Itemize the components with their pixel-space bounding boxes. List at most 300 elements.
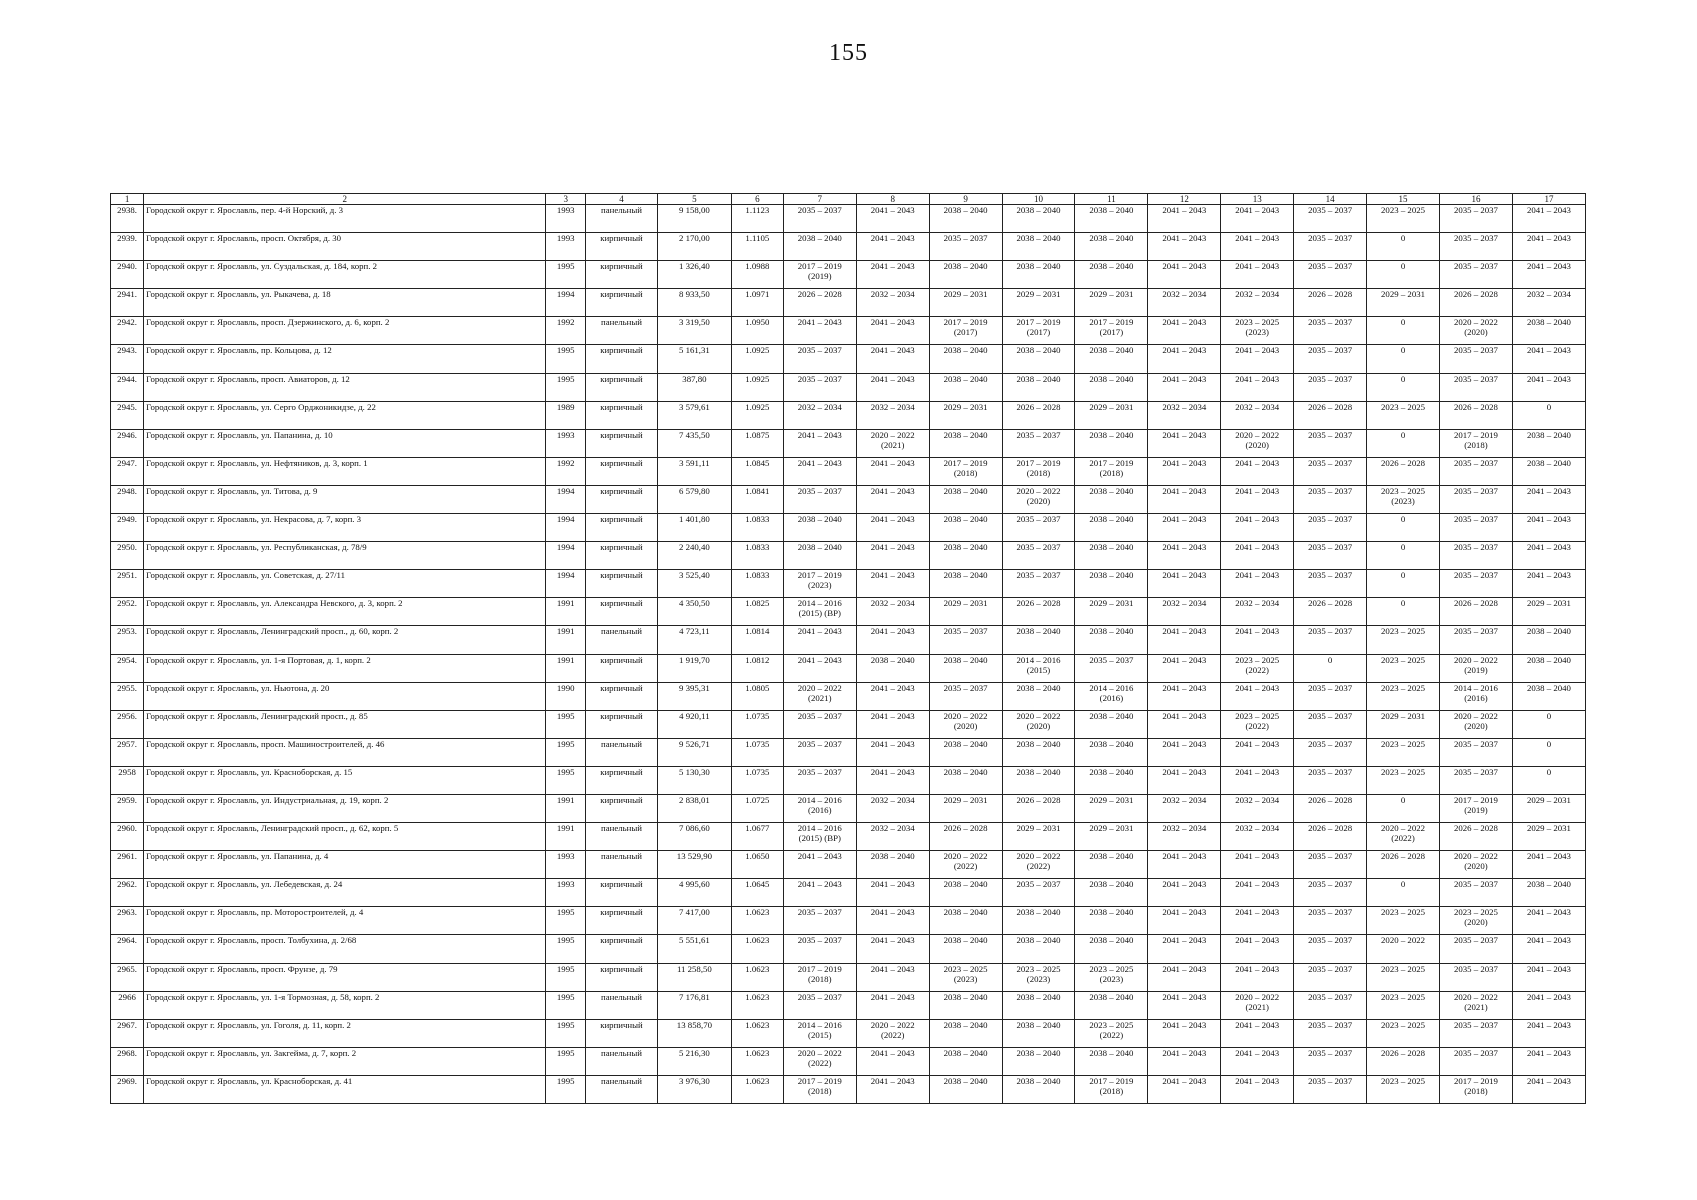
table-cell: 2041 – 2043 xyxy=(856,963,929,991)
table-cell: 2041 – 2043 xyxy=(1221,345,1294,373)
table-cell: 2041 – 2043 xyxy=(1148,991,1221,1019)
table-cell: 1 401,80 xyxy=(657,514,731,542)
table-cell: 2 170,00 xyxy=(657,233,731,261)
table-cell: 2041 – 2043 xyxy=(856,485,929,513)
table-cell: 2041 – 2043 xyxy=(1512,514,1585,542)
table-cell: 1994 xyxy=(546,514,586,542)
column-header: 5 xyxy=(657,194,731,205)
table-cell: 2041 – 2043 xyxy=(1221,963,1294,991)
table-cell: 2020 – 2022 (2021) xyxy=(856,429,929,457)
column-header: 7 xyxy=(783,194,856,205)
row-number: 2941. xyxy=(111,289,144,317)
address-cell: Городской округ г. Ярославль, пер. 4-й Норский, д. 3 xyxy=(144,205,546,233)
table-cell: 2023 – 2025 (2023) xyxy=(1221,317,1294,345)
table-cell: кирпичный xyxy=(586,345,658,373)
table-cell: 2041 – 2043 xyxy=(1148,373,1221,401)
table-cell: 1995 xyxy=(546,738,586,766)
address-cell: Городской округ г. Ярославль, ул. Лебедевская, д. 24 xyxy=(144,879,546,907)
table-cell: 2038 – 2040 xyxy=(1512,626,1585,654)
table-cell: 2038 – 2040 xyxy=(1002,738,1075,766)
table-cell: 2035 – 2037 xyxy=(783,345,856,373)
table-cell: 2041 – 2043 xyxy=(1148,1019,1221,1047)
table-cell: 1.0623 xyxy=(731,963,783,991)
table-cell: 1.0735 xyxy=(731,710,783,738)
table-cell: 2026 – 2028 xyxy=(1367,851,1440,879)
table-cell: 1.0623 xyxy=(731,1075,783,1103)
table-cell: 2041 – 2043 xyxy=(1512,205,1585,233)
table-cell: 2020 – 2022 (2020) xyxy=(1439,851,1512,879)
table-cell: 2029 – 2031 xyxy=(929,289,1002,317)
table-cell: кирпичный xyxy=(586,261,658,289)
table-cell: 2038 – 2040 xyxy=(929,766,1002,794)
table-cell: 2041 – 2043 xyxy=(1148,542,1221,570)
table-cell: 2020 – 2022 (2021) xyxy=(1439,991,1512,1019)
row-number: 2952. xyxy=(111,598,144,626)
table-row xyxy=(111,261,1586,289)
table-cell: 2041 – 2043 xyxy=(856,317,929,345)
table-cell: 1993 xyxy=(546,429,586,457)
table-cell: 1995 xyxy=(546,1019,586,1047)
table-cell: 2014 – 2016 (2015) xyxy=(783,1019,856,1047)
table-cell: 2020 – 2022 (2022) xyxy=(1002,851,1075,879)
table-cell: 2038 – 2040 xyxy=(783,514,856,542)
table-cell: 2041 – 2043 xyxy=(1221,766,1294,794)
table-cell: 2041 – 2043 xyxy=(1221,738,1294,766)
table-cell: кирпичный xyxy=(586,794,658,822)
table-cell: 2035 – 2037 xyxy=(1294,317,1367,345)
table-cell: 1994 xyxy=(546,485,586,513)
column-header: 3 xyxy=(546,194,586,205)
table-cell: 2041 – 2043 xyxy=(856,879,929,907)
table-cell: 2038 – 2040 xyxy=(1075,514,1148,542)
table-row xyxy=(111,1075,1586,1103)
table-cell: 2020 – 2022 (2020) xyxy=(929,710,1002,738)
table-cell: кирпичный xyxy=(586,289,658,317)
table-cell: 2035 – 2037 xyxy=(1294,233,1367,261)
table-cell: 2038 – 2040 xyxy=(1512,429,1585,457)
table-cell: 2035 – 2037 xyxy=(1294,542,1367,570)
table-cell: 2032 – 2034 xyxy=(856,289,929,317)
table-cell: панельный xyxy=(586,205,658,233)
address-cell: Городской округ г. Ярославль, ул. Республиканская, д. 78/9 xyxy=(144,542,546,570)
table-cell: 2038 – 2040 xyxy=(1075,261,1148,289)
table-cell: 2038 – 2040 xyxy=(1075,907,1148,935)
table-cell: 1995 xyxy=(546,710,586,738)
table-cell: 0 xyxy=(1367,373,1440,401)
address-cell: Городской округ г. Ярославль, ул. Красноборская, д. 15 xyxy=(144,766,546,794)
table-cell: 2 838,01 xyxy=(657,794,731,822)
table-cell: 2035 – 2037 xyxy=(1439,963,1512,991)
table-cell: 2041 – 2043 xyxy=(1148,879,1221,907)
table-cell: 0 xyxy=(1294,654,1367,682)
table-cell: кирпичный xyxy=(586,766,658,794)
table-cell: 1991 xyxy=(546,794,586,822)
address-cell: Городской округ г. Ярославль, ул. 1-я Тормозная, д. 58, корп. 2 xyxy=(144,991,546,1019)
table-cell: 1.0623 xyxy=(731,1019,783,1047)
table-row xyxy=(111,570,1586,598)
table-cell: 2020 – 2022 xyxy=(1367,935,1440,963)
table-cell: 2026 – 2028 xyxy=(1439,823,1512,851)
table-cell: 4 723,11 xyxy=(657,626,731,654)
table-cell: 2041 – 2043 xyxy=(856,710,929,738)
table-cell: 2035 – 2037 xyxy=(1002,570,1075,598)
table-cell: 1.0841 xyxy=(731,485,783,513)
table-cell: 2041 – 2043 xyxy=(1512,935,1585,963)
table-cell: 1995 xyxy=(546,907,586,935)
table-row xyxy=(111,429,1586,457)
table-cell: 2035 – 2037 xyxy=(783,991,856,1019)
table-cell: 2020 – 2022 (2020) xyxy=(1002,710,1075,738)
table-cell: кирпичный xyxy=(586,570,658,598)
table-cell: 2032 – 2034 xyxy=(1148,401,1221,429)
address-cell: Городской округ г. Ярославль, ул. Некрасова, д. 7, корп. 3 xyxy=(144,514,546,542)
table-cell: 2032 – 2034 xyxy=(1221,289,1294,317)
table-cell: 1993 xyxy=(546,879,586,907)
table-cell: 2023 – 2025 xyxy=(1367,1019,1440,1047)
table-cell: 2038 – 2040 xyxy=(1002,935,1075,963)
table-cell: 6 579,80 xyxy=(657,485,731,513)
table-cell: 2041 – 2043 xyxy=(783,457,856,485)
table-cell: кирпичный xyxy=(586,429,658,457)
table-cell: 1994 xyxy=(546,570,586,598)
table-cell: 1.0650 xyxy=(731,851,783,879)
table-cell: 2038 – 2040 xyxy=(929,654,1002,682)
table-cell: 2029 – 2031 xyxy=(1075,401,1148,429)
table-cell: 2041 – 2043 xyxy=(1512,261,1585,289)
table-cell: 1.0833 xyxy=(731,514,783,542)
table-cell: 0 xyxy=(1367,598,1440,626)
page-number: 155 xyxy=(829,40,868,66)
row-number: 2955. xyxy=(111,682,144,710)
table-cell: 1994 xyxy=(546,542,586,570)
table-cell: 2032 – 2034 xyxy=(856,823,929,851)
row-number: 2940. xyxy=(111,261,144,289)
table-cell: 2035 – 2037 xyxy=(1294,766,1367,794)
table-cell: 2029 – 2031 xyxy=(1075,598,1148,626)
table-cell: кирпичный xyxy=(586,710,658,738)
table-cell: 2014 – 2016 (2015) (ВР) xyxy=(783,823,856,851)
table-cell: 1.0735 xyxy=(731,738,783,766)
row-number: 2962. xyxy=(111,879,144,907)
table-cell: 2041 – 2043 xyxy=(1221,373,1294,401)
table-cell: 1.0971 xyxy=(731,289,783,317)
table-cell: 2035 – 2037 xyxy=(1439,738,1512,766)
table-cell: 7 176,81 xyxy=(657,991,731,1019)
table-cell: 13 529,90 xyxy=(657,851,731,879)
table-cell: 2029 – 2031 xyxy=(929,401,1002,429)
table-cell: 2032 – 2034 xyxy=(1148,598,1221,626)
address-cell: Городской округ г. Ярославль, просп. Авиаторов, д. 12 xyxy=(144,373,546,401)
table-cell: 2041 – 2043 xyxy=(1221,1047,1294,1075)
table-cell: 2032 – 2034 xyxy=(856,598,929,626)
table-cell: 9 395,31 xyxy=(657,682,731,710)
table-cell: 1.0725 xyxy=(731,794,783,822)
table-cell: 2041 – 2043 xyxy=(1148,766,1221,794)
table-cell: 2026 – 2028 xyxy=(1294,598,1367,626)
table-cell: 2017 – 2019 (2019) xyxy=(783,261,856,289)
table-cell: 2038 – 2040 xyxy=(929,1075,1002,1103)
table-cell: 2020 – 2022 (2020) xyxy=(1002,485,1075,513)
table-cell: 1991 xyxy=(546,598,586,626)
table-cell: 2038 – 2040 xyxy=(929,345,1002,373)
address-cell: Городской округ г. Ярославль, ул. 1-я Портовая, д. 1, корп. 2 xyxy=(144,654,546,682)
table-cell: 2041 – 2043 xyxy=(1221,1075,1294,1103)
table-row xyxy=(111,373,1586,401)
table-cell: 2041 – 2043 xyxy=(1148,935,1221,963)
table-cell: 2023 – 2025 (2020) xyxy=(1439,907,1512,935)
table-cell: 2029 – 2031 xyxy=(929,794,1002,822)
table-cell: 4 350,50 xyxy=(657,598,731,626)
table-cell: 2029 – 2031 xyxy=(929,598,1002,626)
address-cell: Городской округ г. Ярославль, ул. Нефтяников, д. 3, корп. 1 xyxy=(144,457,546,485)
table-cell: кирпичный xyxy=(586,654,658,682)
row-number: 2968. xyxy=(111,1047,144,1075)
table-cell: 2035 – 2037 xyxy=(1002,542,1075,570)
table-cell: 2029 – 2031 xyxy=(1002,289,1075,317)
table-row xyxy=(111,1019,1586,1047)
table-cell: 0 xyxy=(1367,879,1440,907)
table-cell: 2014 – 2016 (2015) (ВР) xyxy=(783,598,856,626)
table-cell: 2035 – 2037 xyxy=(1002,514,1075,542)
table-cell: 2041 – 2043 xyxy=(1148,514,1221,542)
table-cell: 0 xyxy=(1367,345,1440,373)
table-cell: 2041 – 2043 xyxy=(783,626,856,654)
row-number: 2945. xyxy=(111,401,144,429)
table-cell: 1.0988 xyxy=(731,261,783,289)
table-row xyxy=(111,1047,1586,1075)
table-cell: кирпичный xyxy=(586,598,658,626)
table-cell: 7 435,50 xyxy=(657,429,731,457)
table-row xyxy=(111,935,1586,963)
table-cell: 2041 – 2043 xyxy=(1148,457,1221,485)
table-cell: 2035 – 2037 xyxy=(1294,345,1367,373)
table-cell: 2026 – 2028 xyxy=(1367,1047,1440,1075)
table-cell: 2035 – 2037 xyxy=(1294,570,1367,598)
table-cell: 2035 – 2037 xyxy=(1439,233,1512,261)
table-cell: 9 526,71 xyxy=(657,738,731,766)
table-cell: 2038 – 2040 xyxy=(1512,457,1585,485)
table-row xyxy=(111,317,1586,345)
table-cell: 2038 – 2040 xyxy=(1075,205,1148,233)
table-cell: 2026 – 2028 xyxy=(1002,401,1075,429)
table-cell: 0 xyxy=(1367,317,1440,345)
table-cell: 1.0925 xyxy=(731,373,783,401)
table-cell: 2023 – 2025 xyxy=(1367,626,1440,654)
table-row xyxy=(111,682,1586,710)
table-cell: панельный xyxy=(586,626,658,654)
table-cell: 2032 – 2034 xyxy=(1221,598,1294,626)
table-cell: 2035 – 2037 xyxy=(1294,738,1367,766)
address-cell: Городской округ г. Ярославль, просп. Октября, д. 30 xyxy=(144,233,546,261)
table-cell: 2041 – 2043 xyxy=(1221,851,1294,879)
table-cell: 2035 – 2037 xyxy=(1002,879,1075,907)
table-cell: 1.0950 xyxy=(731,317,783,345)
table-cell: 2041 – 2043 xyxy=(856,570,929,598)
table-cell: кирпичный xyxy=(586,963,658,991)
table-cell: 2038 – 2040 xyxy=(1075,738,1148,766)
housing-table xyxy=(110,193,1586,1104)
table-cell: 2035 – 2037 xyxy=(929,233,1002,261)
table-cell: кирпичный xyxy=(586,514,658,542)
table-cell: 2014 – 2016 (2015) xyxy=(1002,654,1075,682)
row-number: 2958 xyxy=(111,766,144,794)
table-row xyxy=(111,205,1586,233)
column-header: 6 xyxy=(731,194,783,205)
table-cell: 2032 – 2034 xyxy=(1148,823,1221,851)
table-cell: 2035 – 2037 xyxy=(783,373,856,401)
table-cell: 2035 – 2037 xyxy=(1294,429,1367,457)
table-cell: 2041 – 2043 xyxy=(1148,654,1221,682)
table-cell: 2041 – 2043 xyxy=(1512,345,1585,373)
table-row xyxy=(111,991,1586,1019)
table-cell: 2038 – 2040 xyxy=(1075,626,1148,654)
table-cell: 2020 – 2022 (2020) xyxy=(1439,317,1512,345)
table-cell: 2035 – 2037 xyxy=(1294,935,1367,963)
table-cell: панельный xyxy=(586,991,658,1019)
table-cell: кирпичный xyxy=(586,233,658,261)
row-number: 2963. xyxy=(111,907,144,935)
table-cell: 2035 – 2037 xyxy=(783,738,856,766)
table-cell: 1.1105 xyxy=(731,233,783,261)
table-row xyxy=(111,598,1586,626)
table-cell: 9 158,00 xyxy=(657,205,731,233)
table-cell: 2041 – 2043 xyxy=(1148,485,1221,513)
table-row xyxy=(111,823,1586,851)
table-cell: 1992 xyxy=(546,457,586,485)
row-number: 2954. xyxy=(111,654,144,682)
table-row xyxy=(111,710,1586,738)
table-cell: 5 161,31 xyxy=(657,345,731,373)
table-cell: 2038 – 2040 xyxy=(929,570,1002,598)
table-cell: 2041 – 2043 xyxy=(1148,429,1221,457)
table-cell: 2041 – 2043 xyxy=(1148,345,1221,373)
table-cell: 1.0845 xyxy=(731,457,783,485)
table-cell: 2035 – 2037 xyxy=(1439,1019,1512,1047)
table-cell: 2038 – 2040 xyxy=(1075,851,1148,879)
table-cell: 2017 – 2019 (2018) xyxy=(1075,457,1148,485)
table-cell: 1.0623 xyxy=(731,907,783,935)
table-cell: 2041 – 2043 xyxy=(783,429,856,457)
table-row xyxy=(111,654,1586,682)
table-cell: 2020 – 2022 (2019) xyxy=(1439,654,1512,682)
table-cell: 2041 – 2043 xyxy=(856,233,929,261)
row-number: 2948. xyxy=(111,485,144,513)
table-cell: 2038 – 2040 xyxy=(929,485,1002,513)
table-cell: 2035 – 2037 xyxy=(1439,935,1512,963)
table-cell: 1995 xyxy=(546,1047,586,1075)
table-cell: 2041 – 2043 xyxy=(856,457,929,485)
table-cell: 2026 – 2028 xyxy=(1294,794,1367,822)
table-row xyxy=(111,907,1586,935)
table-cell: 1995 xyxy=(546,261,586,289)
column-header: 12 xyxy=(1148,194,1221,205)
table-cell: 1.0805 xyxy=(731,682,783,710)
table-cell: 2029 – 2031 xyxy=(1512,598,1585,626)
table-cell: 2029 – 2031 xyxy=(1367,710,1440,738)
table-cell: 2038 – 2040 xyxy=(1002,766,1075,794)
table-cell: 2041 – 2043 xyxy=(1512,1019,1585,1047)
table-cell: панельный xyxy=(586,1047,658,1075)
table-cell: 2041 – 2043 xyxy=(1512,907,1585,935)
table-cell: 0 xyxy=(1367,261,1440,289)
table-cell: 2041 – 2043 xyxy=(1512,485,1585,513)
table-cell: 2041 – 2043 xyxy=(1221,261,1294,289)
table-cell: 2020 – 2022 (2020) xyxy=(1221,429,1294,457)
column-header: 17 xyxy=(1512,194,1585,205)
table-cell: 2017 – 2019 (2017) xyxy=(929,317,1002,345)
table-cell: 1.0623 xyxy=(731,991,783,1019)
table-cell: 2032 – 2034 xyxy=(783,401,856,429)
address-cell: Городской округ г. Ярославль, просп. Дзержинского, д. 6, корп. 2 xyxy=(144,317,546,345)
table-row xyxy=(111,542,1586,570)
table-cell: 2038 – 2040 xyxy=(783,542,856,570)
table-cell: 2032 – 2034 xyxy=(856,794,929,822)
table-cell: 2041 – 2043 xyxy=(1221,682,1294,710)
table-cell: 7 417,00 xyxy=(657,907,731,935)
address-cell: Городской округ г. Ярославль, Ленинградский просп., д. 60, корп. 2 xyxy=(144,626,546,654)
table-cell: 1994 xyxy=(546,289,586,317)
address-cell: Городской округ г. Ярославль, ул. Индустриальная, д. 19, корп. 2 xyxy=(144,794,546,822)
table-cell: 2041 – 2043 xyxy=(1221,233,1294,261)
table-cell: 0 xyxy=(1512,401,1585,429)
address-cell: Городской округ г. Ярославль, ул. Советская, д. 27/11 xyxy=(144,570,546,598)
address-cell: Городской округ г. Ярославль, ул. Александра Невского, д. 3, корп. 2 xyxy=(144,598,546,626)
table-cell: 2041 – 2043 xyxy=(783,317,856,345)
table-cell: кирпичный xyxy=(586,373,658,401)
table-cell: 1995 xyxy=(546,963,586,991)
table-cell: 2038 – 2040 xyxy=(1075,373,1148,401)
table-cell: 2023 – 2025 xyxy=(1367,766,1440,794)
table-cell: 2041 – 2043 xyxy=(1512,851,1585,879)
table-cell: 2038 – 2040 xyxy=(1512,879,1585,907)
table-cell: 2041 – 2043 xyxy=(1512,373,1585,401)
table-cell: 2029 – 2031 xyxy=(1002,823,1075,851)
table-cell: 2038 – 2040 xyxy=(929,542,1002,570)
table-cell: 2032 – 2034 xyxy=(1512,289,1585,317)
address-cell: Городской округ г. Ярославль, Ленинградский просп., д. 62, корп. 5 xyxy=(144,823,546,851)
table-cell: 2041 – 2043 xyxy=(1221,570,1294,598)
table-cell: 2038 – 2040 xyxy=(929,514,1002,542)
table-cell: 2035 – 2037 xyxy=(1439,514,1512,542)
table-cell: 0 xyxy=(1367,429,1440,457)
table-cell: 2041 – 2043 xyxy=(856,626,929,654)
table-cell: 2035 – 2037 xyxy=(1439,457,1512,485)
table-cell: кирпичный xyxy=(586,542,658,570)
table-cell: 2035 – 2037 xyxy=(1294,1019,1367,1047)
table-cell: 5 551,61 xyxy=(657,935,731,963)
table-cell: 2038 – 2040 xyxy=(1002,373,1075,401)
address-cell: Городской округ г. Ярославль, пр. Кольцова, д. 12 xyxy=(144,345,546,373)
table-cell: 2038 – 2040 xyxy=(856,851,929,879)
address-cell: Городской округ г. Ярославль, просп. Толбухина, д. 2/68 xyxy=(144,935,546,963)
table-cell: 1995 xyxy=(546,935,586,963)
table-cell: 2038 – 2040 xyxy=(1075,1047,1148,1075)
row-number: 2966 xyxy=(111,991,144,1019)
table-cell: 2035 – 2037 xyxy=(1294,261,1367,289)
table-cell: 2041 – 2043 xyxy=(1221,542,1294,570)
table-cell: 1.0825 xyxy=(731,598,783,626)
row-number: 2967. xyxy=(111,1019,144,1047)
table-cell: 2035 – 2037 xyxy=(1002,429,1075,457)
table-cell: 2041 – 2043 xyxy=(856,345,929,373)
table-cell: 2041 – 2043 xyxy=(1221,907,1294,935)
table-cell: 2041 – 2043 xyxy=(1148,851,1221,879)
table-cell: 2032 – 2034 xyxy=(1221,794,1294,822)
table-cell: 2035 – 2037 xyxy=(1075,654,1148,682)
table-cell: 2026 – 2028 xyxy=(929,823,1002,851)
table-cell: 2023 – 2025 (2023) xyxy=(1367,485,1440,513)
table-cell: панельный xyxy=(586,317,658,345)
